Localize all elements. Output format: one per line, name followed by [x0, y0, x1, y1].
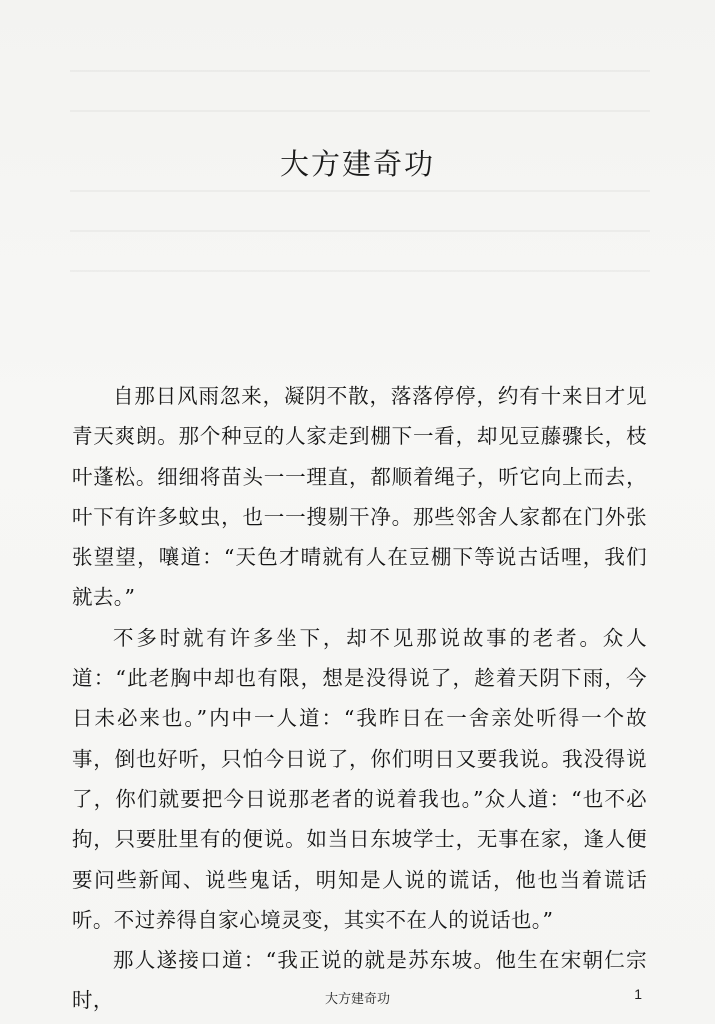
bleed-through-line	[70, 110, 650, 112]
chapter-body	[72, 376, 647, 1021]
bleed-through-line	[70, 190, 650, 192]
bleed-through-line	[70, 270, 650, 272]
page-number: 1	[634, 986, 642, 1002]
running-footer-title: 大方建奇功	[324, 992, 390, 1007]
bleed-through-line	[70, 230, 650, 232]
chapter-title: 大方建奇功	[279, 147, 435, 181]
paragraph: 那人遂接口道：“我正说的就是苏东坡。他生在宋朝仁宗时，	[72, 948, 647, 1013]
paragraph: 自那日风雨忽来，凝阴不散，落落停停，约有十来日才见青天爽朗。那个种豆的人家走到棚下一看，却见豆藤骤长，枝叶蓬松。细细将苗头一一理直，都顺着绳子，听它向上而去，叶下有许多蚊虫，也一一搜剔干净。那些邻舍人家都在门外张张望望，嚷道：“天色才晴就有人在豆棚下等说古话哩，我们就去。”	[72, 384, 647, 610]
paragraph: 不多时就有许多坐下，却不见那说故事的老者。众人道：“此老胸中却也有限，想是没得说了，趁着天阴下雨，今日未必来也。”内中一人道：“我昨日在一舍亲处听得一个故事，倒也好听，只怕今日说了，你们明日又要我说。我没得说了，你们就要把今日说那老者的说着我也。”众人道：“也不必拘，只要肚里有的便说。如当日东坡学士，无事在家，逢人便要问些新闻、说些鬼话，明知是人说的谎话，他也当着谎话听。不过养得自家心境灵变，其实不在人的说话也。”	[72, 625, 647, 932]
bleed-through-line	[70, 70, 650, 72]
